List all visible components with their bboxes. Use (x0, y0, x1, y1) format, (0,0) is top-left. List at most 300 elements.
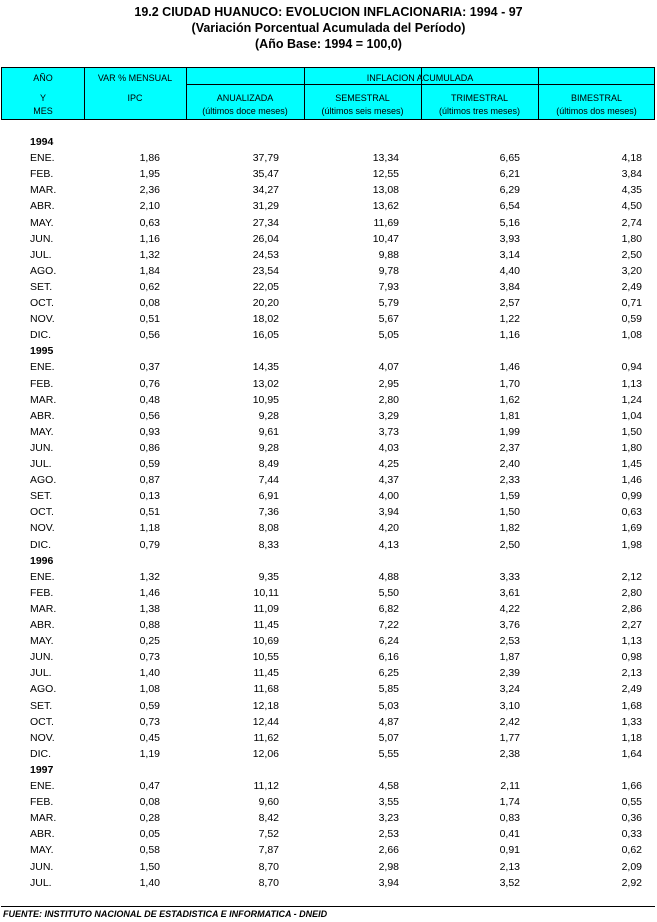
semestral-cell: 4,13 (378, 538, 399, 551)
header-bimestral: BIMESTRAL (570, 93, 622, 103)
anualizada-cell: 9,35 (258, 570, 279, 583)
anualizada-cell: 31,29 (252, 200, 279, 213)
table-row (0, 571, 657, 587)
table-row (0, 329, 657, 345)
document-title-block (0, 4, 657, 52)
month-cell: MAR. (30, 393, 57, 406)
trimestral-cell: 1,16 (499, 329, 520, 342)
table-row (0, 796, 657, 812)
trimestral-cell: 4,40 (499, 264, 520, 277)
ipc-cell: 1,40 (139, 667, 160, 680)
table-row (0, 458, 657, 474)
ipc-cell: 0,28 (139, 812, 160, 825)
month-cell: AGO. (30, 474, 57, 487)
ipc-cell: 0,13 (139, 490, 160, 503)
bimestral-cell: 0,63 (621, 506, 642, 519)
semestral-cell: 6,82 (378, 602, 399, 615)
month-cell: SET. (30, 699, 53, 712)
ipc-cell: 0,37 (139, 361, 160, 374)
semestral-cell: 3,29 (378, 409, 399, 422)
header-y: Y (39, 93, 46, 103)
semestral-cell: 3,73 (378, 425, 399, 438)
year-heading: 1997 (30, 763, 54, 776)
table-row (0, 716, 657, 732)
semestral-cell: 4,88 (378, 570, 399, 583)
month-cell: JUN. (30, 441, 54, 454)
month-cell: JUL. (30, 667, 52, 680)
trimestral-cell: 1,59 (499, 490, 520, 503)
month-cell: ENE. (30, 570, 55, 583)
ipc-cell: 0,73 (139, 715, 160, 728)
bimestral-cell: 0,55 (621, 796, 642, 809)
trimestral-cell: 6,29 (499, 184, 520, 197)
ipc-cell: 0,76 (139, 377, 160, 390)
table-row (0, 683, 657, 699)
table-row (0, 861, 657, 877)
trimestral-cell: 1,50 (499, 506, 520, 519)
semestral-cell: 12,55 (372, 168, 399, 181)
trimestral-cell: 6,21 (499, 168, 520, 181)
trimestral-cell: 3,84 (499, 280, 520, 293)
month-cell: ENE. (30, 152, 55, 165)
semestral-cell: 3,94 (378, 876, 399, 889)
anualizada-cell: 26,04 (252, 232, 279, 245)
anualizada-cell: 34,27 (252, 184, 279, 197)
table-row (0, 506, 657, 522)
ipc-cell: 1,50 (139, 860, 160, 873)
table-row (0, 732, 657, 748)
ipc-cell: 1,84 (139, 264, 160, 277)
trimestral-cell: 1,46 (499, 361, 520, 374)
month-cell: ABR. (30, 828, 55, 841)
bimestral-cell: 1,66 (621, 780, 642, 792)
semestral-cell: 3,23 (378, 812, 399, 825)
semestral-cell: 4,58 (378, 780, 399, 792)
trimestral-cell: 3,76 (499, 619, 520, 631)
anualizada-cell: 7,52 (258, 828, 279, 841)
month-cell: OCT. (30, 715, 54, 728)
bimestral-cell: 1,24 (621, 393, 642, 406)
month-cell: MAY. (30, 216, 54, 229)
bimestral-cell: 1,08 (621, 329, 642, 342)
bimestral-cell: 2,27 (621, 619, 642, 631)
bimestral-cell: 1,64 (621, 747, 642, 760)
month-cell: NOV. (30, 313, 55, 326)
month-cell: SET. (30, 490, 53, 503)
table-row (0, 265, 657, 281)
anualizada-cell: 11,62 (253, 731, 279, 744)
trimestral-cell: 2,50 (499, 538, 520, 551)
trimestral-cell: 3,61 (499, 586, 520, 599)
semestral-cell: 5,05 (378, 329, 399, 342)
table-row (0, 442, 657, 458)
semestral-cell: 13,34 (372, 152, 399, 165)
table-row (0, 635, 657, 651)
month-cell: MAY. (30, 425, 54, 438)
header-semestral: SEMESTRAL (335, 93, 390, 103)
bimestral-cell: 0,99 (621, 490, 642, 503)
bimestral-cell: 2,86 (621, 602, 642, 615)
semestral-cell: 7,93 (378, 280, 399, 293)
bimestral-cell: 2,74 (621, 216, 642, 229)
ipc-cell: 0,05 (139, 828, 160, 841)
ipc-cell: 0,73 (139, 651, 160, 664)
trimestral-cell: 3,93 (499, 232, 520, 245)
semestral-cell: 10,47 (372, 232, 399, 245)
trimestral-cell: 6,54 (499, 200, 520, 213)
anualizada-cell: 8,08 (258, 522, 279, 535)
ipc-cell: 1,19 (139, 747, 160, 760)
table-row (0, 587, 657, 603)
year-heading: 1995 (30, 345, 54, 358)
header-inflacion-acumulada: INFLACION ACUMULADA (366, 73, 474, 83)
anualizada-cell: 7,44 (258, 474, 279, 487)
anualizada-cell: 8,42 (258, 812, 279, 825)
bimestral-cell: 1,98 (621, 538, 642, 551)
table-row (0, 651, 657, 667)
page-subtitle: (Variación Porcentual Acumulada del Período) (191, 21, 466, 35)
semestral-cell: 6,25 (378, 667, 399, 680)
ipc-cell: 0,58 (139, 844, 160, 857)
ipc-cell: 0,25 (139, 635, 160, 648)
semestral-cell: 5,50 (378, 586, 399, 599)
semestral-cell: 2,98 (378, 860, 399, 873)
table-row (0, 217, 657, 233)
semestral-cell: 3,55 (378, 796, 399, 809)
trimestral-cell: 1,62 (499, 393, 520, 406)
table-row (0, 812, 657, 828)
bimestral-cell: 1,04 (621, 409, 642, 422)
semestral-cell: 5,85 (378, 683, 399, 696)
anualizada-cell: 7,87 (258, 844, 279, 857)
trimestral-cell: 2,33 (499, 474, 520, 487)
table-row (0, 152, 657, 168)
ipc-cell: 2,36 (139, 184, 160, 197)
bimestral-cell: 1,80 (621, 232, 642, 245)
semestral-cell: 7,22 (378, 619, 399, 631)
semestral-cell: 11,69 (373, 216, 399, 229)
anualizada-cell: 35,47 (252, 168, 279, 181)
year-heading: 1996 (30, 554, 54, 567)
table-row (0, 539, 657, 555)
bimestral-cell: 4,18 (621, 152, 642, 165)
trimestral-cell: 1,22 (499, 313, 520, 326)
ipc-cell: 0,86 (139, 441, 160, 454)
anualizada-cell: 6,91 (258, 490, 279, 503)
footer-rule (1, 906, 655, 907)
month-cell: NOV. (30, 731, 55, 744)
base-year-note: (Año Base: 1994 = 100,0) (255, 37, 402, 51)
month-cell: ABR. (30, 409, 55, 422)
bimestral-cell: 4,50 (621, 200, 642, 213)
header-trimestral: TRIMESTRAL (450, 93, 508, 103)
bimestral-cell: 2,12 (621, 570, 642, 583)
table-row (0, 233, 657, 249)
month-cell: JUL. (30, 876, 52, 889)
anualizada-cell: 9,28 (258, 441, 279, 454)
bimestral-cell: 1,46 (621, 474, 642, 487)
trimestral-cell: 2,40 (499, 458, 520, 470)
semestral-cell: 4,87 (378, 715, 399, 728)
ipc-cell: 0,88 (139, 619, 160, 631)
anualizada-cell: 27,34 (252, 216, 279, 229)
month-cell: JUL. (30, 248, 52, 261)
anualizada-cell: 10,95 (252, 393, 279, 406)
ipc-cell: 0,59 (139, 458, 160, 470)
semestral-cell: 2,53 (378, 828, 399, 841)
semestral-cell: 5,07 (378, 731, 399, 744)
bimestral-cell: 0,98 (621, 651, 642, 664)
semestral-cell: 2,95 (378, 377, 399, 390)
month-cell: OCT. (30, 297, 54, 309)
bimestral-cell: 1,13 (621, 635, 642, 648)
month-cell: DIC. (30, 538, 51, 551)
bimestral-cell: 4,35 (621, 184, 642, 197)
trimestral-cell: 0,91 (499, 844, 520, 857)
semestral-cell: 4,03 (378, 441, 399, 454)
semestral-cell: 4,25 (378, 458, 399, 470)
bimestral-cell: 0,36 (621, 812, 642, 825)
trimestral-cell: 0,83 (499, 812, 520, 825)
header-semestral-sub: (últimos seis meses) (321, 106, 404, 116)
header-mes: MES (33, 106, 53, 116)
month-cell: MAR. (30, 812, 57, 825)
anualizada-cell: 16,05 (252, 329, 279, 342)
bimestral-cell: 1,45 (621, 458, 642, 470)
ipc-cell: 0,93 (139, 425, 160, 438)
anualizada-cell: 24,53 (252, 248, 279, 261)
table-row (0, 522, 657, 538)
semestral-cell: 4,20 (378, 522, 399, 535)
semestral-cell: 6,16 (378, 651, 399, 664)
table-row (0, 828, 657, 844)
bimestral-cell: 1,50 (621, 425, 642, 438)
month-cell: MAY. (30, 635, 54, 648)
trimestral-cell: 6,65 (499, 152, 520, 165)
trimestral-cell: 2,38 (499, 747, 520, 760)
ipc-cell: 0,56 (139, 409, 160, 422)
bimestral-cell: 2,49 (621, 280, 642, 293)
month-cell: OCT. (30, 506, 54, 519)
month-cell: FEB. (30, 586, 54, 599)
ipc-cell: 1,46 (139, 586, 160, 599)
anualizada-cell: 10,55 (252, 651, 279, 664)
semestral-cell: 5,55 (378, 747, 399, 760)
table-row (0, 378, 657, 394)
trimestral-cell: 1,77 (499, 731, 520, 744)
ipc-cell: 0,51 (139, 506, 160, 519)
bimestral-cell: 3,84 (621, 168, 642, 181)
bimestral-cell: 3,20 (621, 264, 642, 277)
month-cell: NOV. (30, 522, 55, 535)
bimestral-cell: 2,50 (621, 248, 642, 261)
header-ipc: IPC (127, 93, 143, 103)
bimestral-cell: 1,69 (621, 522, 642, 535)
month-cell: JUN. (30, 651, 54, 664)
month-cell: JUL. (30, 458, 52, 470)
bimestral-cell: 1,68 (621, 699, 642, 712)
anualizada-cell: 12,44 (252, 715, 279, 728)
table-row (0, 410, 657, 426)
trimestral-cell: 2,42 (499, 715, 520, 728)
semestral-cell: 5,79 (378, 297, 399, 309)
ipc-cell: 1,95 (139, 168, 160, 181)
ipc-cell: 1,32 (139, 570, 160, 583)
bimestral-cell: 1,18 (621, 731, 642, 744)
table-row (0, 700, 657, 716)
table-row (0, 281, 657, 297)
trimestral-cell: 1,81 (499, 409, 520, 422)
table-row (0, 184, 657, 200)
trimestral-cell: 2,57 (499, 297, 520, 309)
month-cell: AGO. (30, 683, 57, 696)
anualizada-cell: 23,54 (252, 264, 279, 277)
month-cell: ENE. (30, 361, 55, 374)
anualizada-cell: 10,11 (253, 586, 279, 599)
ipc-cell: 0,87 (139, 474, 160, 487)
ipc-cell: 1,16 (139, 232, 160, 245)
ipc-cell: 0,48 (139, 393, 160, 406)
table-row (0, 844, 657, 860)
ipc-cell: 1,18 (139, 522, 160, 535)
anualizada-cell: 8,49 (258, 458, 279, 470)
month-cell: JUN. (30, 860, 54, 873)
table-row (0, 877, 657, 893)
ipc-cell: 0,79 (139, 538, 160, 551)
bimestral-cell: 0,62 (621, 844, 642, 857)
table-row (0, 313, 657, 329)
month-cell: ABR. (30, 619, 55, 631)
ipc-cell: 2,10 (139, 200, 160, 213)
anualizada-cell: 14,35 (252, 361, 279, 374)
bimestral-cell: 2,92 (621, 876, 642, 889)
bimestral-cell: 2,09 (621, 860, 642, 873)
year-heading: 1994 (30, 136, 54, 148)
bimestral-cell: 2,80 (621, 586, 642, 599)
semestral-cell: 6,24 (378, 635, 399, 648)
semestral-cell: 4,00 (378, 490, 399, 503)
anualizada-cell: 8,70 (258, 860, 279, 873)
ipc-cell: 0,63 (139, 216, 160, 229)
ipc-cell: 1,40 (139, 876, 160, 889)
bimestral-cell: 1,80 (621, 441, 642, 454)
ipc-cell: 0,45 (139, 731, 160, 744)
table-row (0, 603, 657, 619)
bimestral-cell: 0,59 (621, 313, 642, 326)
anualizada-cell: 12,18 (252, 699, 279, 712)
bimestral-cell: 2,49 (621, 683, 642, 696)
trimestral-cell: 3,10 (499, 699, 520, 712)
month-cell: MAY. (30, 844, 54, 857)
anualizada-cell: 37,79 (252, 152, 279, 165)
semestral-cell: 9,78 (378, 264, 399, 277)
table-row (0, 200, 657, 216)
bimestral-cell: 0,71 (621, 297, 642, 309)
trimestral-cell: 1,70 (499, 377, 520, 390)
trimestral-cell: 3,14 (499, 248, 520, 261)
table-row (0, 780, 657, 796)
month-cell: DIC. (30, 329, 51, 342)
trimestral-cell: 3,52 (499, 876, 520, 889)
anualizada-cell: 11,45 (253, 667, 279, 680)
page-title: 19.2 CIUDAD HUANUCO: EVOLUCION INFLACIONARIA: 1994 - 97 (134, 5, 523, 19)
anualizada-cell: 13,02 (252, 377, 279, 390)
anualizada-cell: 12,06 (252, 747, 279, 760)
anualizada-cell: 9,28 (258, 409, 279, 422)
anualizada-cell: 8,33 (258, 538, 279, 551)
trimestral-cell: 1,82 (499, 522, 520, 535)
trimestral-cell: 2,53 (499, 635, 520, 648)
ipc-cell: 0,08 (139, 796, 160, 809)
header-trimestral-sub: (últimos tres meses) (438, 106, 520, 116)
bimestral-cell: 0,94 (621, 361, 642, 374)
anualizada-cell: 11,09 (253, 602, 279, 615)
table-row (0, 667, 657, 683)
anualizada-cell: 11,12 (253, 780, 279, 792)
trimestral-cell: 2,37 (499, 441, 520, 454)
bimestral-cell: 2,13 (621, 667, 642, 680)
semestral-cell: 3,94 (378, 506, 399, 519)
header-rule (186, 84, 654, 85)
trimestral-cell: 2,11 (500, 780, 520, 792)
trimestral-cell: 3,24 (499, 683, 520, 696)
header-bimestral-sub: (últimos dos meses) (556, 106, 637, 116)
trimestral-cell: 4,22 (499, 602, 520, 615)
source-note: FUENTE: INSTITUTO NACIONAL DE ESTADISTICA E INFORMATICA - DNEID (3, 909, 328, 919)
anualizada-cell: 11,68 (253, 683, 279, 696)
ipc-cell: 0,62 (139, 280, 160, 293)
ipc-cell: 0,08 (139, 297, 160, 309)
trimestral-cell: 1,74 (499, 796, 520, 809)
header-ano: AÑO (33, 73, 53, 83)
month-cell: MAR. (30, 184, 57, 197)
header-var-mensual: VAR % MENSUAL (97, 73, 173, 83)
ipc-cell: 0,56 (139, 329, 160, 342)
table-row (0, 490, 657, 506)
anualizada-cell: 10,69 (252, 635, 279, 648)
ipc-cell: 0,59 (139, 699, 160, 712)
semestral-cell: 4,07 (378, 361, 399, 374)
table-row (0, 748, 657, 764)
header-anualizada: ANUALIZADA (216, 93, 274, 103)
table-row (0, 619, 657, 635)
month-cell: FEB. (30, 377, 54, 390)
table-row (0, 474, 657, 490)
bimestral-cell: 1,13 (621, 377, 642, 390)
month-cell: DIC. (30, 747, 51, 760)
trimestral-cell: 2,13 (499, 860, 520, 873)
semestral-cell: 2,80 (378, 393, 399, 406)
table-row (0, 297, 657, 313)
anualizada-cell: 11,45 (253, 619, 279, 631)
ipc-cell: 0,51 (139, 313, 160, 326)
header-anualizada-sub: (últimos doce meses) (202, 106, 288, 116)
semestral-cell: 13,08 (372, 184, 399, 197)
month-cell: AGO. (30, 264, 57, 277)
trimestral-cell: 1,87 (499, 651, 520, 664)
ipc-cell: 1,86 (139, 152, 160, 165)
anualizada-cell: 8,70 (258, 876, 279, 889)
month-cell: FEB. (30, 796, 54, 809)
month-cell: JUN. (30, 232, 54, 245)
table-row (0, 394, 657, 410)
bimestral-cell: 1,33 (621, 715, 642, 728)
ipc-cell: 1,08 (139, 683, 160, 696)
ipc-cell: 0,47 (139, 780, 160, 792)
table-row (0, 168, 657, 184)
anualizada-cell: 20,20 (252, 297, 279, 309)
semestral-cell: 9,88 (378, 248, 399, 261)
